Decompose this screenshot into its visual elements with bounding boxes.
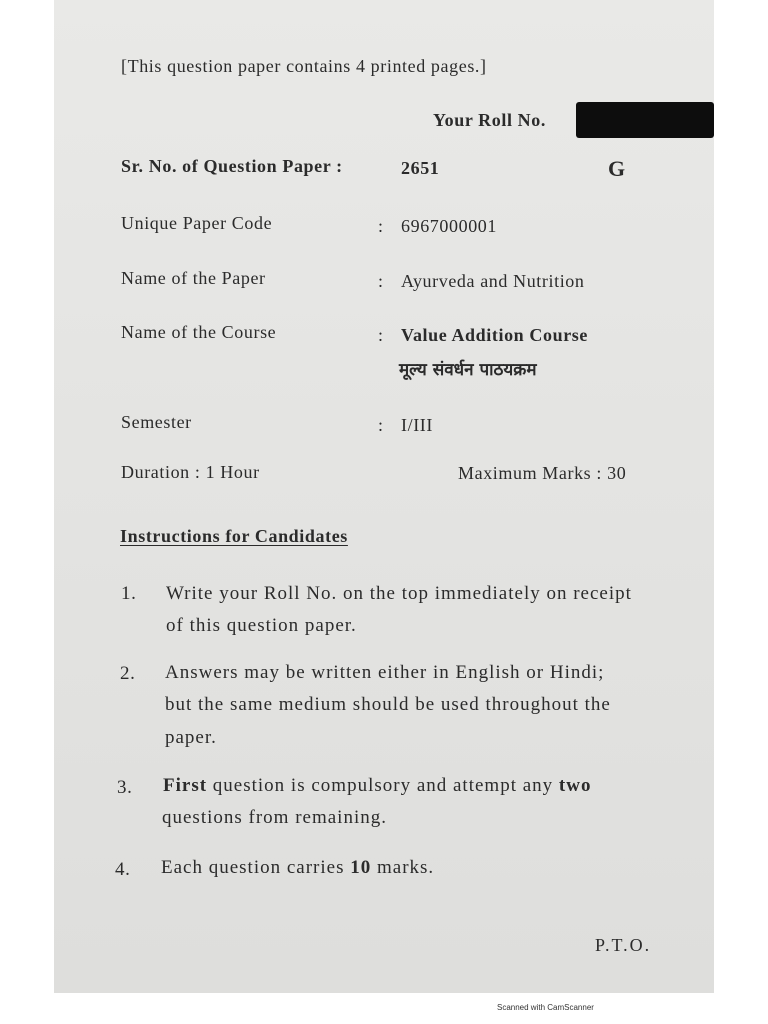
pto-label: P.T.O. [595, 935, 652, 955]
instruction-number: 2. [120, 663, 136, 684]
maximum-marks: Maximum Marks : 30 [458, 463, 627, 483]
semester-value: I/III [401, 415, 433, 435]
course-name-value: Value Addition Course [401, 325, 588, 345]
instruction-line: but the same medium should be used throughout the [165, 694, 611, 715]
paper-code-value: 6967000001 [401, 216, 497, 236]
scanner-watermark: Scanned with CamScanner [497, 1003, 594, 1012]
instruction-line [163, 775, 591, 797]
scanned-page [54, 0, 714, 993]
paper-name-colon: : [378, 271, 384, 291]
instruction-line: Answers may be written either in English or Hindi; [165, 662, 605, 683]
paper-name-value: Ayurveda and Nutrition [401, 271, 585, 291]
instruction-line: Write your Roll No. on the top immediately on receipt [166, 583, 632, 604]
semester-colon: : [378, 415, 384, 435]
course-name-hindi: मूल्य संवर्धन पाठयक्रम [399, 360, 537, 380]
pages-note: [This question paper contains 4 printed pages.] [121, 56, 487, 76]
roll-number-label: Your Roll No. [433, 110, 546, 130]
instruction-line: questions from remaining. [162, 807, 387, 828]
instructions-heading: Instructions for Candidates [120, 526, 348, 546]
paper-name-label: Name of the Paper [121, 268, 266, 288]
serial-number-value: 2651 [401, 158, 440, 178]
serial-number-label: Sr. No. of Question Paper : [121, 156, 343, 176]
instruction-line: paper. [165, 727, 217, 748]
emphasis-first: First [163, 775, 208, 796]
course-name-colon: : [378, 325, 384, 345]
emphasis-marks: 10 [350, 857, 372, 878]
instruction-line: of this question paper. [166, 615, 357, 636]
instruction-number: 3. [117, 777, 133, 798]
duration: Duration : 1 Hour [121, 462, 260, 482]
instruction-text: marks. [371, 857, 435, 878]
redacted-roll-number [576, 102, 714, 138]
course-name-label: Name of the Course [121, 322, 277, 342]
set-letter: G [608, 156, 626, 181]
instruction-line [161, 857, 434, 879]
instruction-text: Each question carries [161, 857, 351, 878]
paper-code-colon: : [378, 216, 384, 236]
instruction-text: question is compulsory and attempt any [207, 775, 559, 796]
emphasis-two: two [558, 775, 592, 796]
instruction-number: 4. [115, 859, 131, 880]
paper-code-label: Unique Paper Code [121, 213, 273, 233]
instruction-number: 1. [121, 583, 137, 604]
semester-label: Semester [121, 412, 192, 432]
